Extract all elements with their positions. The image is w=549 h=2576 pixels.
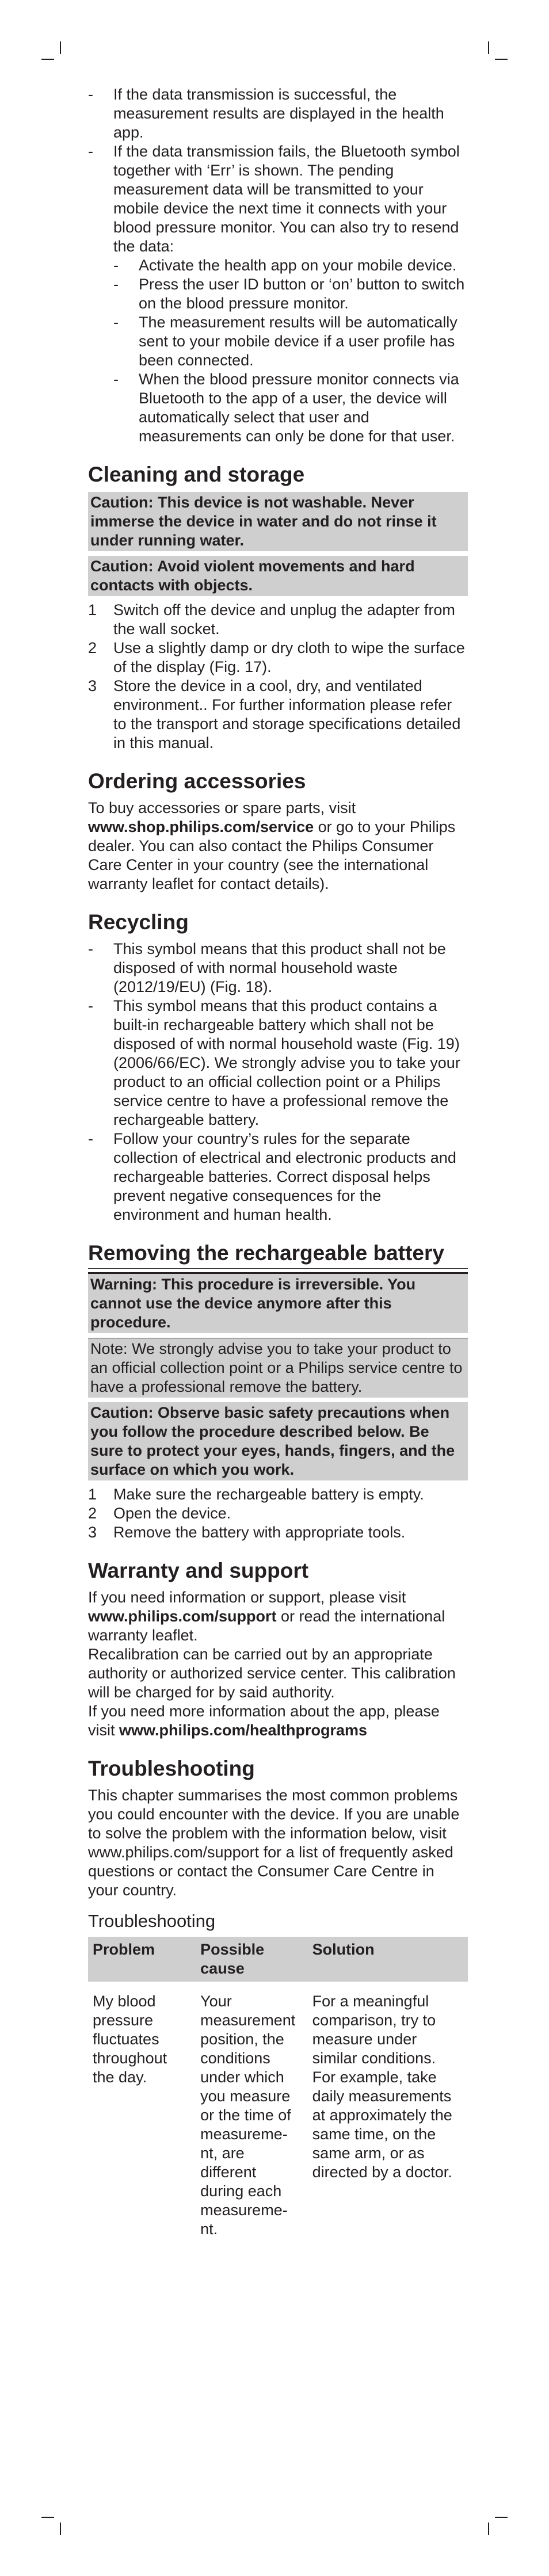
caution-avoid-violent-movements: Caution: Avoid violent movements and hard contacts with objects. — [88, 556, 468, 596]
list-item: - Activate the health app on your mobile device. — [113, 257, 457, 274]
list-item: - The measurement results will be automatically sent to your mobile device if a user profile has been connected. — [113, 314, 458, 369]
troubleshooting-table — [88, 1937, 468, 2242]
troubleshooting-heading: Troubleshooting — [88, 1757, 255, 1780]
ordering-heading: Ordering accessories — [88, 769, 306, 793]
recycling-heading: Recycling — [88, 910, 189, 934]
crop-mark-bottom-right-h — [495, 2517, 508, 2518]
crop-mark-top-right-h — [495, 59, 508, 60]
caution-safety-precautions: Caution: Observe basic safety precautions when you follow the procedure described below. Be sure to protect your eyes, hands, fingers, and the surface on which you work. — [88, 1402, 468, 1480]
table-cell-problem: My blood pressure fluctuates throughout the day. — [93, 1993, 167, 2086]
list-item: 1 Make sure the rechargeable battery is empty. — [88, 1486, 424, 1503]
shop-link[interactable]: www.shop.philips.com/service — [88, 818, 314, 835]
crop-mark-top-right-v — [488, 41, 489, 54]
crop-mark-bottom-left-h — [41, 2517, 54, 2518]
column-header-problem: Problem — [88, 1937, 196, 1982]
intro-list — [88, 85, 468, 446]
cleaning-heading: Cleaning and storage — [88, 463, 305, 486]
table-cell-solution: For a meaningful comparison, try to measure under similar conditions. For example, take daily measurements at approximately the same time, on the same arm, or as directed by a doctor. — [312, 1993, 452, 2181]
resend-steps-list — [113, 256, 468, 446]
removing-battery-heading: Removing the rechargeable battery — [88, 1241, 468, 1269]
manual-page — [88, 85, 468, 2242]
column-header-solution: Solution — [308, 1937, 468, 1982]
list-item: - Press the user ID button or ‘on’ button to switch on the blood pressure monitor. — [113, 276, 465, 312]
caution-not-washable: Caution: This device is not washable. Never immerse the device in water and do not rinse it under running water. — [88, 492, 468, 551]
removing-steps — [88, 1485, 468, 1542]
list-item: 1 Switch off the device and unplug the adapter from the wall socket. — [88, 601, 455, 638]
warranty-heading: Warranty and support — [88, 1559, 309, 1582]
list-item: 2 Use a slightly damp or dry cloth to wipe the surface of the display (Fig. 17). — [88, 639, 465, 676]
note-collection-point: Note: We strongly advise you to take your product to an official collection point or a Philips service centre to have a professional remove the battery. — [88, 1338, 468, 1398]
column-header-possible-cause: Possible cause — [196, 1937, 307, 1982]
table-row — [88, 1982, 468, 2242]
cleaning-steps — [88, 601, 468, 753]
list-item: - This symbol means that this product contains a built-in rechargeable battery which shall not be disposed of with normal household waste (Fig. 19) (2006/66/EC). We strongly advise you to take your product to an official collection point or a Philips service centre to have a professional remove the rechargeable battery. — [88, 997, 460, 1128]
list-item: - When the blood pressure monitor connects via Bluetooth to the app of a user, the device will automatically select that user and measurements can only be done for that user. — [113, 371, 459, 445]
list-item: 2 Open the device. — [88, 1505, 231, 1522]
troubleshooting-subheading: Troubleshooting — [88, 1911, 216, 1931]
table-header-row — [88, 1937, 468, 1982]
troubleshooting-intro: This chapter summarises the most common problems you could encounter with the device. If you are unable to solve the problem with the information below, visit www.philips.com/support for a list of frequently asked questions or contact the Consumer Care Centre in your country. — [88, 1787, 460, 1899]
list-item: - If the data transmission is successful, the measurement results are displayed in the health app. — [88, 86, 444, 141]
list-item: - If the data transmission fails, the Bluetooth symbol together with ‘Err’ is shown. The pending measurement data will be transmitted to your mobile device the next time it connects with your blood pressure monitor. You can also try to resend the data: - Activate the health app on your mobile device. - Press the user ID button or ‘on’ button to switch on the blood pressure monitor. - The measurement results will be automatically sent to your mobile device if a user profile has been connected. - When the blood pressure monitor connects via Bluetooth to the app of a user, the device will automatically select that user and measurements can only be done for that user. — [88, 142, 468, 446]
crop-mark-bottom-left-v — [60, 2522, 61, 2535]
crop-mark-top-left-h — [41, 59, 54, 60]
warning-irreversible: Warning: This procedure is irreversible. You cannot use the device anymore after this procedure. — [88, 1272, 468, 1333]
list-item: 3 Remove the battery with appropriate tools. — [88, 1524, 406, 1541]
table-cell-cause: Your measurement position, the conditions under which you measure or the time of measureme-nt, are different during each measureme-nt. — [200, 1993, 296, 2238]
list-item: 3 Store the device in a cool, dry, and ventilated environment.. For further information please refer to the transport and storage specifications detailed in this manual. — [88, 677, 461, 751]
recycling-list — [88, 940, 468, 1224]
warranty-paragraph-1: If you need information or support, please visit www.philips.com/support or read the international warranty leaflet. — [88, 1589, 445, 1644]
ordering-paragraph: To buy accessories or spare parts, visit www.shop.philips.com/service or go to your Philips dealer. You can also contact the Philips Consumer Care Center in your country (see the international warranty leaflet for contact details). — [88, 799, 456, 892]
list-item: - Follow your country’s rules for the separate collection of electrical and electronic products and rechargeable batteries. Correct disposal helps prevent negative consequences for the environment and human health. — [88, 1130, 456, 1223]
healthprograms-link[interactable]: www.philips.com/healthprograms — [119, 1722, 368, 1739]
crop-mark-bottom-right-v — [488, 2522, 489, 2535]
warranty-paragraph-3: If you need more information about the app, please visit www.philips.com/healthprograms — [88, 1703, 440, 1739]
crop-mark-top-left-v — [60, 41, 61, 54]
warranty-paragraph-2: Recalibration can be carried out by an appropriate authority or authorized service center. This calibration will be charged for by said authority. — [88, 1646, 456, 1701]
support-link[interactable]: www.philips.com/support — [88, 1608, 277, 1625]
list-item: - This symbol means that this product shall not be disposed of with normal household waste (2012/19/EU) (Fig. 18). — [88, 940, 446, 995]
